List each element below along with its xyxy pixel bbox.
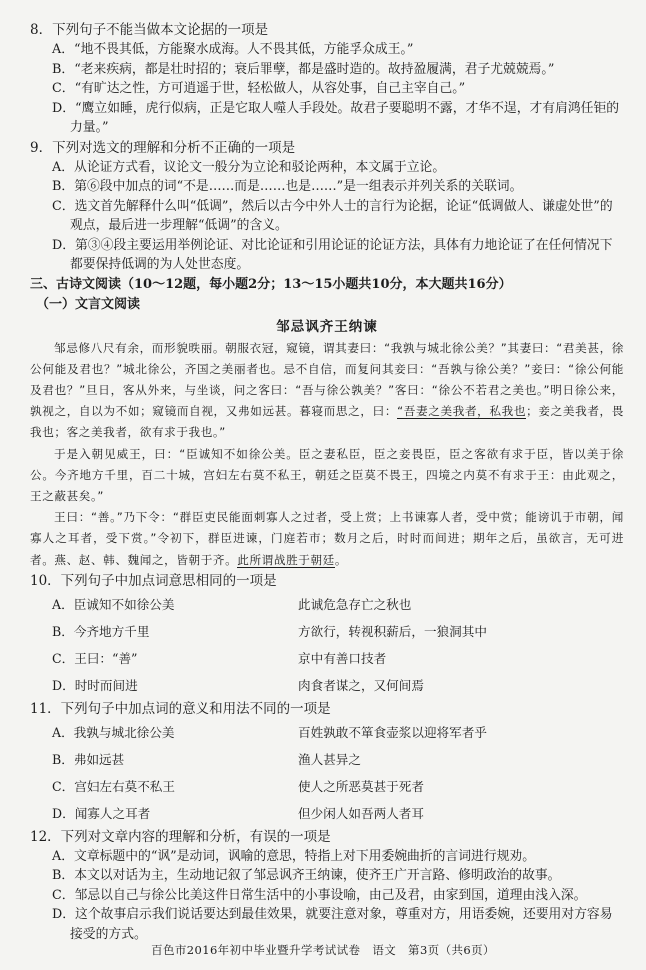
option-row [30,800,624,827]
option-row [30,618,624,645]
question-stem: 12．下列对文章内容的理解和分析，有误的一项是 [30,828,331,845]
question-12 [30,827,624,945]
passage-text: 王曰：“善。”乃下令：“群臣吏民能面刺寡人之过者，受上赏；上书谏寡人者，受中赏；能谤讥于市朝，闻寡人之耳者，受下赏。”令初下，群臣进谏，门庭若市；数月之后，时时而间进；期年之后，虽欲言，无可进者。燕、赵、韩、魏闻之，皆朝于齐。 [30,510,624,567]
option-right: 此诚危急存亡之秋也 [298,596,412,612]
option-right: 肉食者谋之，又何间焉 [298,677,424,693]
passage-text: 邹忌修八尺有余，而形貌昳丽。朝服衣冠，窥镜，谓其妻曰：“我孰与城北徐公美？”其妻曰：“君美甚，徐公何能及君也？”城北徐公，齐国之美丽者也。忌不自信，而复问其妾曰：“吾孰与徐公美？”妾曰：“徐公何能及君也？”旦日，客从外来，与坐谈，问之客曰：“吾与徐公孰美？”客曰：“徐公不若君之美也。”明日徐公来，孰视之，自以为不如；窥镜而自视，又弗如远甚。暮寝而思之，曰： [30,340,624,419]
option-left: D．闻寡人之耳者 [52,805,151,821]
option-right: 京中有善口技者 [298,650,387,666]
option-row [30,773,624,800]
passage-paragraph-3 [30,507,624,571]
option-a: A．“地不畏其低，方能聚水成海。人不畏其低，方能孚众成王。” [52,42,414,57]
passage-text: ；妾之美我者，畏我也；客之美我者，欲有求于我也。” [30,404,624,440]
subsection-title: （一）文言文阅读 [36,296,141,312]
question-10 [30,571,624,699]
option-left: A．臣诚知不如徐公美 [52,596,175,612]
page-footer: 百色市2016年初中毕业暨升学考试试卷 语文 第3页（共6页） [151,943,495,957]
question-stem: 11．下列句子中加点词的意义和用法不同的一项是 [30,700,331,717]
question-stem: 10．下列句子中加点词意思相同的一项是 [30,572,277,589]
passage-text: 。 [334,552,348,567]
option-c: C．选文首先解释什么叫“低调”，然后以古今中外人士的言行为论据，论证“低调做人、谦虚处世”的观点，最后进一步理解“低调”的含义。 [52,198,613,233]
option-right: 渔人甚异之 [298,751,361,767]
option-right: 使人之所恶莫甚于死者 [298,778,424,794]
option-left: D．时时而间进 [52,677,138,693]
passage [30,317,624,571]
option-left: B．弗如远甚 [52,751,125,767]
option-left: B．今齐地方千里 [52,623,150,639]
option-row [30,591,624,618]
option-right: 方欲行，转视积薪后，一狼洞其中 [298,623,487,639]
option-d: D．这个故事启示我们说话要达到最佳效果，就要注意对象，尊重对方，用语委婉，还要用对方容易接受的方式。 [52,907,613,942]
option-a: A．文章标题中的“讽”是动词，讽喻的意思，特指上对下用委婉曲折的言词进行规劝。 [52,848,536,864]
underlined-sentence: 此所谓战胜于朝廷 [237,552,335,567]
underlined-sentence: “吾妻之美我者，私我也 [397,404,527,419]
question-stem: 8．下列句子不能当做本文论据的一项是 [30,22,269,38]
passage-paragraph-1 [30,338,624,444]
question-11 [30,699,624,827]
question-8 [30,20,624,138]
option-c: C．邹忌以自己与徐公比美这件日常生活中的小事设喻，由己及君，由家到国，道理由浅入深。 [52,887,587,903]
option-b: B．本文以对话为主，生动地记叙了邹忌讽齐王纳谏，使齐王广开言路、修明政治的故事。 [52,868,561,884]
question-9 [30,138,624,275]
option-d: D．“鹰立如睡，虎行似病，正是它取人噬人手段处。故君子要聪明不露，才华不逞，才有肩鸿任钜的力量。” [52,100,620,135]
option-row [30,645,624,672]
option-b: B．第⑥段中加点的词“不是……而是……也是……”是一组表示并列关系的关联词。 [52,179,523,194]
passage-title: 邹忌讽齐王纳谏 [276,318,378,335]
option-left: C．王曰：“善” [52,650,138,666]
option-row [30,746,624,773]
option-row [30,719,624,746]
option-left: A．我孰与城北徐公美 [52,724,175,740]
section-title: 三、古诗文阅读（10～12题，每小题2分；13～15小题共10分，本大题共16分） [30,276,512,292]
option-b: B．“老来疾病，都是壮时招的；衰后罪孽，都是盛时造的。故持盈履满，君子尤兢兢焉。” [52,61,555,77]
option-c: C．“有旷达之性，方可逍遥于世，轻松做人，从容处事，自己主宰自己。” [52,81,466,96]
option-right: 但少闲人如吾两人者耳 [298,805,424,821]
option-row [30,672,624,699]
option-left: C．宫妇左右莫不私王 [52,778,175,794]
option-d: D．第③④段主要运用举例论证、对比论证和引用论证的论证方法，具体有力地论证了在任何情况下都要保持低调的为人处世态度。 [52,237,613,272]
passage-paragraph-2: 于是入朝见威王，曰：“臣诚知不如徐公美。臣之妻私臣，臣之妾畏臣，臣之客欲有求于臣，皆以美于徐公。今齐地方千里，百二十城，宫妇左右莫不私王，朝廷之臣莫不畏王，四境之内莫不有求于王：由此观之，王之蔽甚矣。” [30,446,624,503]
question-stem: 9．下列对选文的理解和分析不正确的一项是 [30,139,296,156]
option-a: A．从论证方式看，议论文一般分为立论和驳论两种，本文属于立论。 [52,159,446,175]
option-right: 百姓孰敢不箪食壶浆以迎将军者乎 [298,724,487,740]
